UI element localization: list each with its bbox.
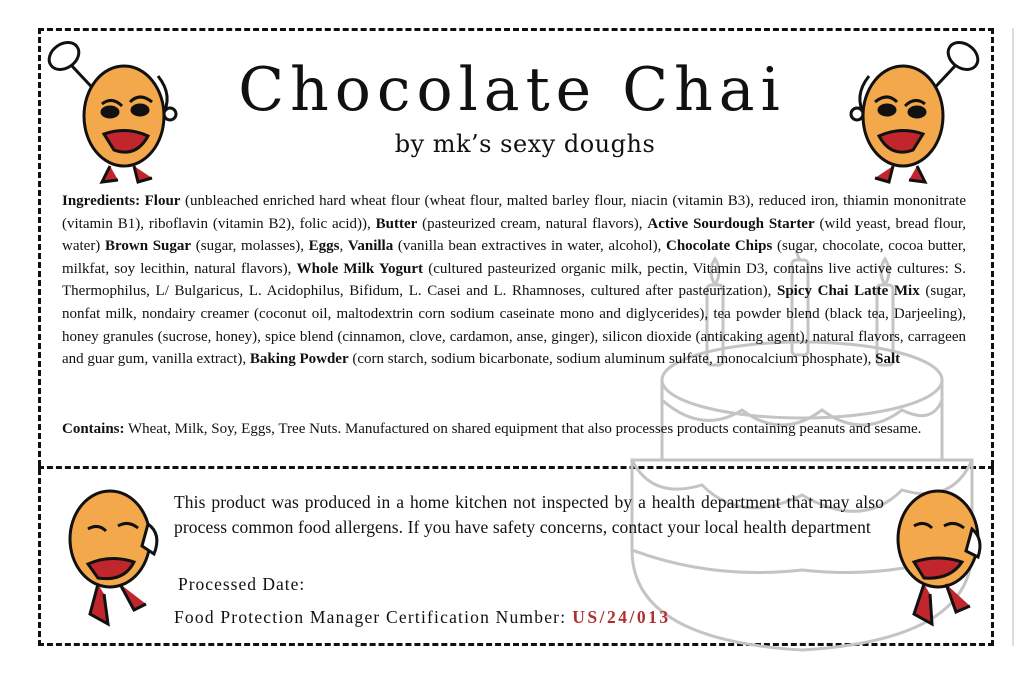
allergen-statement	[62, 418, 966, 441]
ingredient-name: Vanilla	[347, 238, 394, 255]
contains-label: Contains:	[62, 421, 125, 437]
ingredient-detail: (unbleached enriched hard wheat flour (wheat flour, malted barley flour, niacin (vitamin B3), reduced iron, thiamin mononitrate (vitamin B1), riboflavin (vitamin B2), folic acid)),	[62, 193, 966, 232]
ingredient-detail: ,	[339, 238, 348, 255]
ingredient-detail: (sugar, chocolate, cocoa butter, milkfat, soy lecithin, natural flavors),	[62, 238, 966, 277]
ingredient-detail: (sugar, nonfat milk, nondairy creamer (coconut oil, maltodextrin corn sodium caseinate mono and diglycerides), tea powder blend (black tea, Darjeeling), honey granules (sucrose, honey), spice blend (cinnamon, clove, cardamon, anse, ginger), silicon dioxide (anticaking agent), natural flavors, carrageen and guar gum, vanilla extract),	[62, 283, 966, 368]
ingredient-detail: (corn starch, sodium bicarbonate, sodium aluminum sulfate, monocalcium phosphate),	[348, 351, 876, 368]
processed-date-label: Processed Date:	[178, 574, 306, 594]
ingredient-name: Ingredients: Flour	[62, 193, 181, 209]
product-title: Chocolate Chai	[238, 55, 786, 125]
ingredient-name: Active Sourdough Starter	[647, 215, 815, 232]
ingredient-detail: (vanilla bean extractives in water, alcohol),	[393, 238, 666, 255]
ingredient-detail: (sugar, molasses),	[191, 238, 309, 255]
certification-line	[174, 607, 671, 628]
home-kitchen-disclaimer: This product was produced in a home kitchen not inspected by a health department that may also process common food allergens. If you have safety concerns, contact your local health department	[174, 492, 884, 537]
cookie-mascot-icon	[880, 484, 990, 634]
ingredient-name: Spicy Chai Latte Mix	[776, 283, 920, 300]
ingredient-name: Butter	[375, 215, 418, 232]
ingredient-name: Eggs	[308, 238, 340, 255]
ingredient-name: Baking Powder	[249, 351, 349, 368]
ingredient-name: Whole Milk Yogurt	[296, 260, 424, 277]
contains-text: Wheat, Milk, Soy, Eggs, Tree Nuts. Manufactured on shared equipment that also processes products containing peanuts and sesame.	[124, 421, 922, 437]
ingredient-name: Brown Sugar	[104, 238, 192, 255]
ingredient-detail: (cultured pasteurized organic milk, pectin, Vitamin D3, contains live active cultures: S. Thermophilus, L/ Bulgaricus, L. Acidophilus, Bifidum, L. Casei and L. Rhamnoses, cultured after pasteurization),	[62, 260, 966, 300]
ingredient-detail: (wild yeast, bread flour, water)	[62, 215, 966, 255]
product-subtitle: by mk’s sexy doughs	[394, 130, 656, 158]
ingredient-name: Salt	[875, 351, 901, 368]
certification-label: Food Protection Manager Certification Number:	[174, 607, 567, 627]
ingredients-list	[62, 190, 966, 371]
certification-number: US/24/013	[572, 607, 671, 627]
cookie-mascot-icon	[58, 484, 168, 634]
ingredient-name: Chocolate Chips	[666, 238, 773, 255]
ingredient-detail: (pasteurized cream, natural flavors),	[417, 215, 648, 232]
